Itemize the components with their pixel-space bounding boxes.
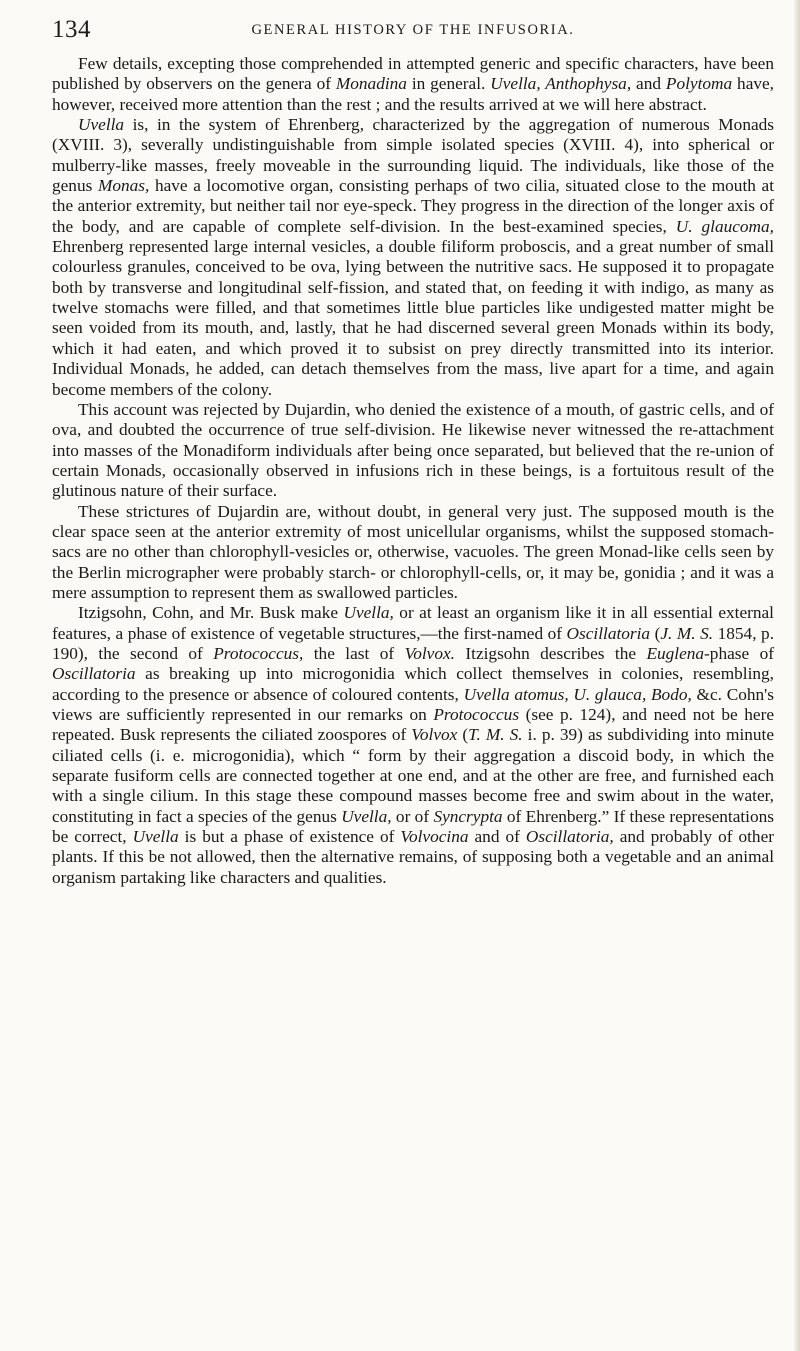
- text-run: in general.: [406, 74, 491, 94]
- paragraph: [52, 400, 774, 502]
- text-run: is but a phase of existence of: [178, 827, 401, 847]
- body-text: [52, 54, 774, 888]
- italic-run: Euglena: [646, 643, 705, 663]
- italic-run: Uvella: [132, 827, 179, 847]
- paragraph: [52, 502, 774, 604]
- text-run: &c. Cohn's views are sufficiently represented in our remarks on: [52, 684, 775, 724]
- text-run: Few details, excepting those comprehended in attempted generic and specific characters, have been published by observers on the genera of: [52, 54, 774, 94]
- italic-run: Uvella: [78, 115, 125, 135]
- text-run: or at least an organism like it in all essential external features, a phase of existence of vegetable structures,—the first-named of: [52, 603, 774, 643]
- text-run: and of: [468, 827, 526, 847]
- running-head-title: GENERAL HISTORY OF THE INFUSORIA.: [251, 22, 575, 38]
- text-run: have, however, received more attention than the rest ; and the results arrived at we will here abstract.: [52, 74, 775, 114]
- italic-run: Uvella,: [341, 806, 392, 826]
- italic-run: Uvella,: [343, 603, 394, 623]
- text-run: This account was rejected by Dujardin, who denied the existence of a mouth, of gastric cells, and of ova, and doubted the occurrence of true self-division. He likewise never witnessed the re-attachment into masses of the Monadiform individuals after being once separated, but believed that the re-union of certain Monads, occasionally observed in infusions rich in these beings, is a fortuitous result of the glutinous nature of their surface.: [52, 399, 774, 501]
- italic-run: Oscillatoria: [566, 623, 651, 643]
- text-run: and probably of other plants. If this be not allowed, then the alternative remains, of supposing both a vegetable and an animal organism partaking like characters and qualities.: [52, 827, 774, 887]
- italic-run: Protococcus: [433, 705, 520, 724]
- italic-run: Uvella, Anthophysa,: [490, 74, 632, 94]
- text-run: i. p. 39) as subdividing into minute ciliated cells (i. e. microgonidia), which “ form by their aggregation a discoid body, in which the separate fusiform cells are connected together at one end, and at the other are free, and furnished each with a single cilium. In this stage these compound masses become free and swim about in the water, constituting in fact a species of the genus: [52, 725, 774, 826]
- paragraph: [52, 54, 774, 115]
- running-head: [52, 16, 774, 46]
- text-run: of Ehrenberg.” If these representations be correct,: [52, 806, 774, 847]
- italic-run: Volvox: [411, 725, 458, 745]
- italic-run: Syncrypta: [433, 806, 503, 826]
- text-run: the last of: [303, 643, 405, 663]
- text-run: 1854, p. 190), the second of: [52, 623, 775, 663]
- text-run: (: [457, 725, 469, 745]
- italic-run: J. M. S.: [660, 623, 714, 643]
- text-run: Ehrenberg represented large internal vesicles, a double filiform proboscis, and a great number of small colourless granules, conceived to be ova, lying between the nutritive sacs. He supposed it to propagate both by transverse and longitudinal self-fission, and stated that, on feeding it with indigo, as many as twelve stomachs were filled, and that sometimes little blue particles like undigested matter might be seen voided from its mouth, and, lastly, that he had discerned several green Monads within its body, which it had eaten, and which proved it to subsist on prey directly transmitted into its interior. Individual Monads, he added, can detach themselves from the mass, live apart for a time, and again become members of the colony.: [52, 237, 774, 399]
- text-run: have a locomotive organ, consisting perhaps of two cilia, situated close to the mouth at the anterior extremity, but neither tail nor eye-speck. They progress in the direction of the longer axis of the body, and are capable of complete self-division. In the best-examined species,: [52, 176, 774, 236]
- italic-run: Protococcus,: [213, 643, 304, 663]
- text-run: and: [631, 74, 666, 94]
- italic-run: Monadina: [335, 74, 407, 94]
- text-run: Itzigsohn describes the: [454, 643, 647, 663]
- text-run: (see p. 124), and need not be here repeated. Busk represents the ciliated zoospores of: [52, 705, 774, 745]
- paragraph: [52, 603, 774, 888]
- page-number: 134: [52, 16, 91, 43]
- text-run: or of: [391, 806, 434, 826]
- text-run: -phase of: [704, 643, 774, 663]
- text-run: as breaking up into microgonidia which collect themselves in colonies, resembling, according to the presence or absence of coloured contents,: [52, 664, 774, 704]
- italic-run: Uvella atomus, U. glauca, Bodo,: [463, 684, 692, 704]
- italic-run: Volvox.: [404, 643, 455, 663]
- italic-run: Monas,: [97, 176, 150, 196]
- italic-run: Oscillatoria,: [525, 827, 614, 847]
- italic-run: U. glaucoma,: [675, 216, 774, 236]
- italic-run: Polytoma: [665, 74, 733, 94]
- text-run: (: [650, 623, 661, 643]
- text-run: is, in the system of Ehrenberg, characterized by the aggregation of numerous Monads (XVIII. 3), severally undistinguishable from simple isolated species (XVIII. 4), into spherical or mulberry-like masses, freely moveable in the surrounding liquid. The individuals, like those of the genus: [52, 115, 774, 196]
- italic-run: Oscillatoria: [52, 664, 136, 684]
- italic-run: Volvocina: [400, 827, 469, 847]
- text-run: Itzigsohn, Cohn, and Mr. Busk make: [78, 603, 344, 623]
- italic-run: T. M. S.: [468, 725, 523, 745]
- text-run: These strictures of Dujardin are, without doubt, in general very just. The supposed mouth is the clear space seen at the anterior extremity of most unicellular organisms, whilst the supposed stomach-sacs are no other than chlorophyll-vesicles or, otherwise, vacuoles. The green Monad-like cells seen by the Berlin micrographer were probably starch- or chlorophyll-cells, or, it may be, gonidia ; and it was a mere assumption to represent them as swallowed particles.: [52, 501, 774, 602]
- paragraph: [52, 115, 774, 400]
- page-edge-shadow: [794, 0, 800, 1351]
